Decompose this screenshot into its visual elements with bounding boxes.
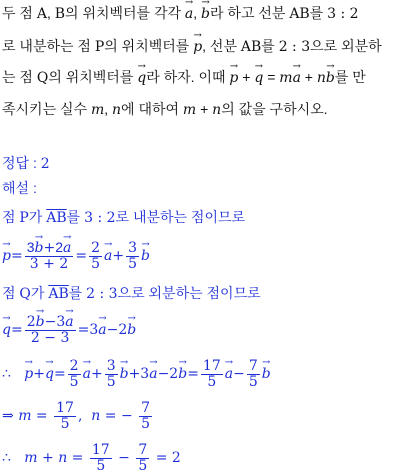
problem-line-2: 로 내분하는 점 P의 위치벡터를 → p, 선분 AB를 2 : 3으로 외분하 [2,39,382,54]
equation-sum: ∴ → p+→ q= $\frac{2}{5}$ → a+ $\frac{3}{5}$ → b+3→ a−2→ b= $\frac{17}{5}$ → a− $\frac{7}{5}$ → b [2,356,271,392]
equation-final: ∴ m + n = $\frac{17}{5}$ − $\frac{7}{5}$ = 2 [2,441,181,474]
equation-q: → q= $\frac{2\to b-3\to a}{2 - 3}$ =3→ a−2→ b [2,312,136,348]
answer-label: 정답 : 2 [2,155,50,172]
problem-line-1: 두 점 A, B의 위치벡터를 각각 → a, → b라 하고 선분 AB를 3 : 2 [2,6,359,21]
solution-step-2: 점 Q가 $\overline{AB}$를 2 : 3으로 외분하는 점이므로 [2,285,261,302]
solution-label: 해설 : [2,180,37,196]
problem-line-4: 족시키는 실수 m, n에 대하여 m + n의 값을 구하시오. [2,101,328,118]
equation-mn: ⇒ m = $\frac{17}{5}$ , n = − $\frac{7}{5}$ [2,399,151,432]
equation-p: → p= $\frac{3\to b+2\to a}{3 + 2}$ = $\frac{2}{5}$ → a+ $\frac{3}{5}$ → b [2,238,150,274]
problem-line-3: 는 점 Q의 위치벡터를 → q라 하자. 이때 → p + → q = m→ a + n→ b를 만 [2,70,366,85]
solution-step-1: 점 P가 $\overline{AB}$를 3 : 2로 내분하는 점이므로 [2,209,246,226]
